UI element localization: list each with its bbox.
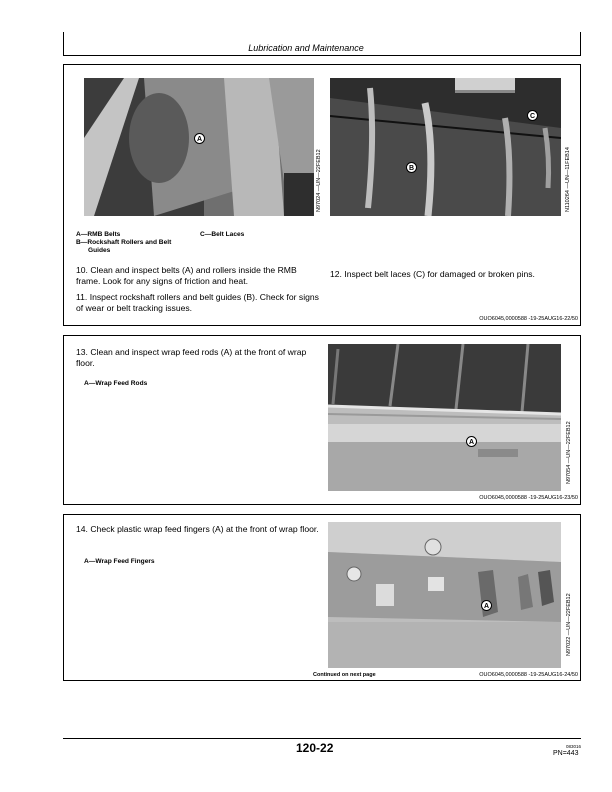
legend-c: C—Belt Laces <box>200 231 245 238</box>
callout-a-belts: A <box>194 133 205 144</box>
step-14: 14. Check plastic wrap feed fingers (A) at the front of wrap floor. <box>76 524 319 534</box>
reference-code-2: OUO6045,0000588 -19-25AUG16-23/50 <box>479 495 578 501</box>
step-12: 12. Inspect belt laces (C) for damaged or broken pins. <box>330 269 535 279</box>
reference-code-1: OUO6045,0000588 -19-25AUG16-22/50 <box>479 316 578 322</box>
step-13: 13. Clean and inspect wrap feed rods (A) at the front of wrap floor. <box>76 347 307 368</box>
photo-wrap-feed-fingers <box>328 522 561 668</box>
page-number: 120-22 <box>296 741 334 755</box>
legend-b: B—Rockshaft Rollers and Belt <box>76 239 172 246</box>
legend-belts <box>76 231 326 255</box>
photo-code-1: N97024 —UN—22FEB12 <box>316 149 322 212</box>
legend-b-cont: Guides <box>88 247 111 254</box>
callout-c-laces: C <box>527 110 538 121</box>
legend-a: A—RMB Belts <box>76 231 121 238</box>
photo-code-2: N110264 —UN—11FEB14 <box>565 147 571 212</box>
photo-code-3: N97054 —UN—22FEB12 <box>566 421 572 484</box>
callout-b-rollers: B <box>406 162 417 173</box>
reference-code-3: OUO6045,0000588 -19-25AUG16-24/50 <box>479 672 578 678</box>
step-11: 11. Inspect rockshaft rollers and belt guides (B). Check for signs of wear or belt tracking issues. <box>76 292 319 313</box>
footer-rule <box>63 738 581 739</box>
step-10: 10. Clean and inspect belts (A) and rollers inside the RMB frame. Look for any signs of friction and heat. <box>76 265 297 286</box>
callout-a-rods: A <box>466 436 477 447</box>
header-rule <box>63 55 581 56</box>
footer-date-code: 083016 <box>566 744 582 749</box>
photo-code-4: N97022 —UN—22FEB12 <box>566 593 572 656</box>
footer-pn: PN=443 <box>553 750 579 757</box>
legend-wrap-feed-rods: A—Wrap Feed Rods <box>84 380 148 387</box>
callout-a-fingers: A <box>481 600 492 611</box>
page-header-title: Lubrication and Maintenance <box>248 43 364 53</box>
continued-note: Continued on next page <box>313 672 376 678</box>
photo-rockshaft <box>330 78 561 216</box>
legend-wrap-feed-fingers: A—Wrap Feed Fingers <box>84 558 155 565</box>
photo-wrap-feed-rods <box>328 344 561 491</box>
photo-rmb-belts <box>84 78 314 216</box>
